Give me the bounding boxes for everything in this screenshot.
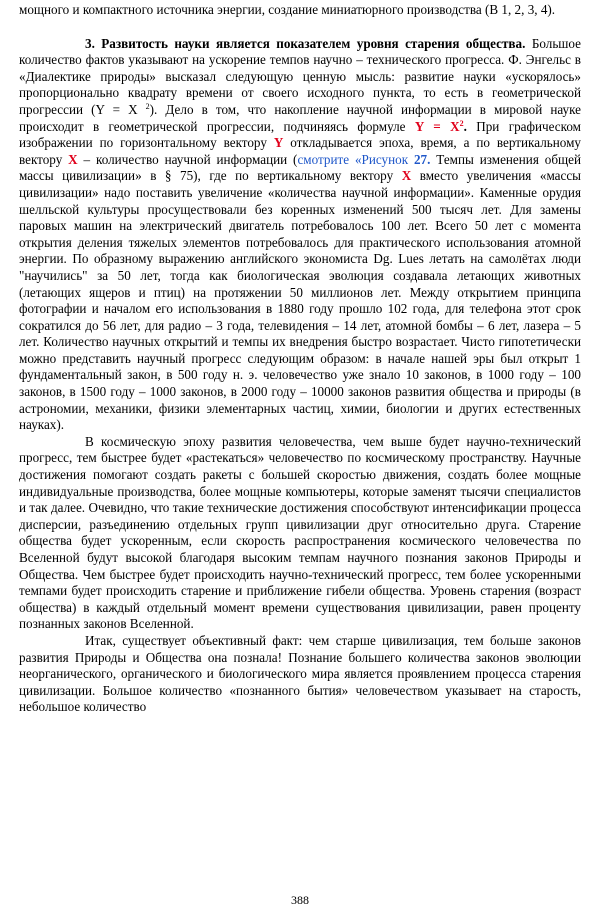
figure-reference-number[interactable]: 27. [413, 151, 431, 167]
variable-x: X [68, 151, 78, 167]
formula-highlight: Y = X [414, 118, 460, 134]
formula-period: . [463, 118, 467, 134]
formula-exponent: 2 [459, 118, 464, 128]
superscript-exponent: 2 [145, 101, 150, 111]
text-segment: откладывается эпоха, время, а по вертикальному вектору [19, 135, 581, 167]
variable-y: Y [273, 135, 284, 151]
text-segment: Темпы изменения общей массы цивилизации» в § 75), где по вертикальному вектору [19, 151, 581, 184]
paragraph-space-epoch: В космическую эпоху развития человечества, чем выше будет научно-технический прогресс, тем быстрее будет «растекаться» человечество по космическому пространству. Научные достижения помогают создать ракеты с большей скоростью движения, создать более мощные индивидуальные производства, более мощные компьютеры, которые заменят тысячи специалистов и так далее. Очевидно, что такие технические достижения способствуют интенсификации процесса дисперсии, разъединению отдельных групп цивилизации друг относительно друга. Старение общества будет ускоренным, если скорость распространения космического человечества по Вселенной будут высокой благодаря высоким темпам научного познания законов Природы и Общества. Чем быстрее будет происходить научно-технический прогресс, тем более ускоренными темпами будет происходить старение и приближение гибели общества. Уровень старения (возраст общества) в каждый отдельный момент времени существования цивилизации, равен проценту познанных законов Вселенной. [19, 433, 581, 632]
paragraph-science-development [19, 36, 581, 434]
variable-x: X [401, 168, 412, 184]
figure-reference-link[interactable]: смотрите «Рисунок [297, 151, 409, 167]
text-segment: – количество научной информации ( [77, 151, 298, 167]
text-segment: При графическом изображении по горизонтальному вектору [19, 118, 581, 151]
paragraph-conclusion: Итак, существует объективный факт: чем старше цивилизация, тем больше законов развития Природы и Общества она познала! Познание большего количества законов эволюции неорганического, органического и биологического мира является проявлением процесса старения цивилизации. Большое количество «познанного бытия» человечеством указывает на старость, небольшое количество [19, 632, 581, 715]
text-segment: Большое количество фактов указывают на ускорение темпов научно – технического прогресса. Ф. Энгельс в «Диалектике природы» высказал следующую ценную мысль: развитие науки «ускорялось» пропорционально квадрату времени от своего исходного пункта, то есть в геометрической прогрессии (Y = X [19, 35, 581, 117]
page-number: 388 [291, 893, 309, 907]
section-heading: 3. Развитость науки является показателем уровня старения общества. [85, 35, 526, 51]
paragraph-continuation: мощного и компактного источника энергии, создание миниатюрного производства (В 1, 2, 3, 4). [19, 2, 556, 17]
document-page [19, 2, 581, 716]
text-segment: ). Дело в том, что накопление научной информации в мировой науке происходит в геометрической прогрессии, подчиняясь формуле [19, 101, 581, 134]
text-segment: вместо увеличения «массы цивилизации» надо поставить увеличение «количества научной информации». Каменные орудия шелльской культуры просуществовали без коренных изменений 500 тысяч лет. Для замены паровых машин на электрический двигатель потребовалось 100 лет. Всего 50 лет с момента открытия деления тяжелых элементов потребовалось для практического использования атомной энергии. По образному выражению английского экономиста Dg. Lues летать на самолётах люди "научились" за 50 лет, тогда как биологическая эволюция создавала летающих животных (летающих ящеров и птиц) на протяжении 50 миллионов лет. Между открытием принципа фотографии и началом его использования в 1880 году прошло 102 года, для телефона этот срок сократился до 56 лет, для радио – 3 года, телевидения – 14 лет, атомной бомбы – 6 лет, лазера – 5 лет. Количество научных открытий и темпы их внедрения быстро возрастает. Чисто гипотетически можно представить научный прогресс следующим образом: в начале нашей эры был открыт 1 фундаментальный закон, в 500 году н. э. человечество уже знало 10 законов, в 1000 году – 100 законов, в 1500 году – 1000 законов, в 2000 году – 10000 законов развития общества и природы (в астрономии, механики, физики элементарных частиц, химии, биологии и других естественных науках). [19, 168, 582, 433]
